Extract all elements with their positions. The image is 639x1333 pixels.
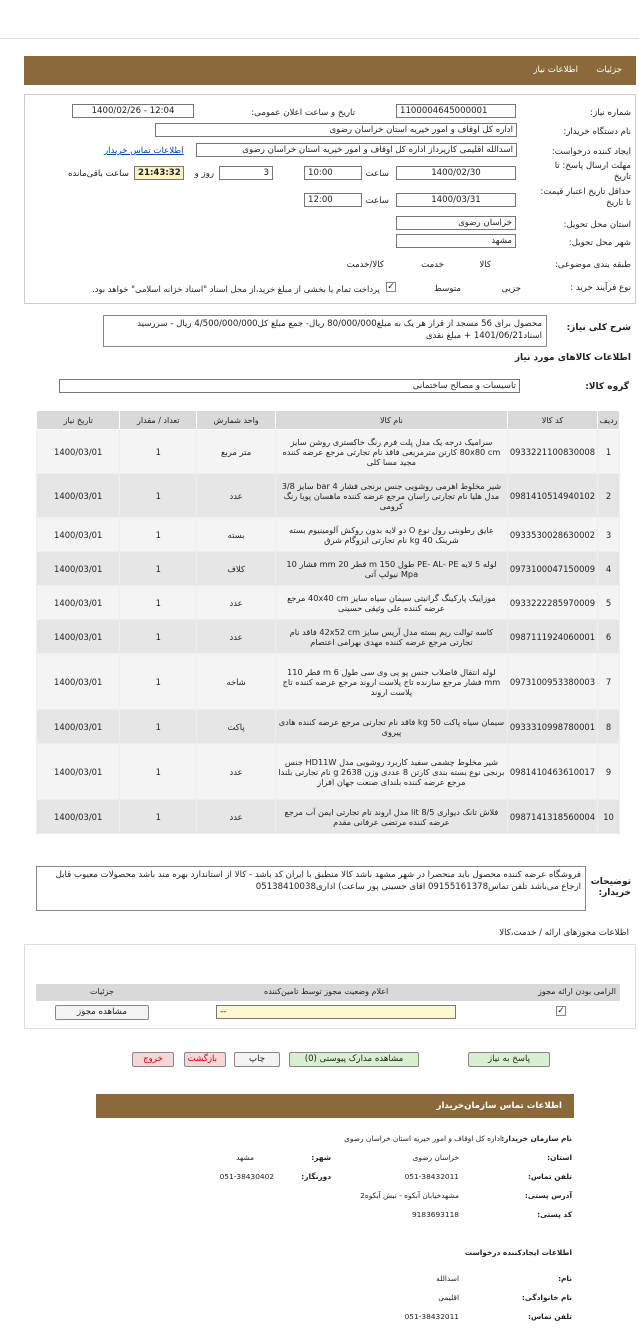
cell-date: 1400/03/01 xyxy=(37,620,120,654)
cell-date: 1400/03/01 xyxy=(37,744,120,800)
top-tab-bar xyxy=(24,56,636,85)
cell-qty: 1 xyxy=(120,430,197,474)
process-partial-label: جزیی xyxy=(501,284,521,294)
cell-code: 0933221100830008 xyxy=(507,430,597,474)
contact-phone: 051-38432011 xyxy=(404,1172,459,1181)
creator-family: اقلیمی xyxy=(438,1293,459,1302)
cell-name: سرامیک درجه یک مدل پلت فرم رنگ خاکستری روشن سایز 80x80 cm کارتن مترمربعی فاقد نام تجارتی مرجع عرضه کننده مجید مسا کلی xyxy=(276,430,508,474)
contact-postal-label: کد پستی: xyxy=(537,1210,572,1219)
buyer-notes-text: فروشگاه عرضه کننده محصول باید منحصرا در شهر مشهد باشد کالا منطبق با ایران کد باشد - کالا از استاندارد بهره مند باشد محصولات معیوب قابل ارجاع می‌باشد تلفن تماس09155161378 اقای حسینی پور ساعت) اداری05138410038 xyxy=(36,866,586,911)
buyer-contact-link[interactable]: اطلاعات تماس خریدار xyxy=(104,146,184,156)
creator-family-label: نام خانوادگی: xyxy=(521,1293,572,1302)
reply-button[interactable]: پاسخ به نیاز xyxy=(468,1052,550,1067)
cell-row: 7 xyxy=(598,654,620,710)
cell-qty: 1 xyxy=(120,552,197,586)
buyer-org-label: نام دستگاه خریدار: xyxy=(563,127,631,137)
table-row xyxy=(37,586,620,620)
contact-info xyxy=(96,1126,574,1326)
cell-date: 1400/03/01 xyxy=(37,474,120,518)
cell-date: 1400/03/01 xyxy=(37,430,120,474)
cell-unit: عدد xyxy=(197,744,276,800)
items-table-wrap xyxy=(36,410,620,834)
cell-code: 0987141318560004 xyxy=(507,800,597,834)
creator-field: اسدالله اقلیمی کارپرداز اداره کل اوقاف و امور خیریه استان خراسان رضوی xyxy=(196,143,517,157)
category-service-label: خدمت xyxy=(421,260,444,270)
cell-unit: بسته xyxy=(197,518,276,552)
deadline-date-field: 1400/02/30 xyxy=(396,166,516,180)
cell-code: 0987111924060001 xyxy=(507,620,597,654)
cell-qty: 1 xyxy=(120,744,197,800)
cell-name: شیر مخلوط اهرمی روشویی جنس برنجی فشار 4 bar سایز 3/8 مدل هلیا نام تجارتی راسان مرجع عرضه کننده ماهسان پویا رنگ کرومی xyxy=(276,474,508,518)
validity-date-field: 1400/03/31 xyxy=(396,193,516,207)
items-header-row xyxy=(37,411,620,430)
cell-unit: پاکت xyxy=(197,710,276,744)
goods-group-field: تاسیسات و مصالح ساختمانی xyxy=(59,379,520,393)
cell-name: کاسه توالت ریم بسته مدل آریس سایز 42x52 cm فاقد نام تجارتی مرجع عرضه کننده مهدی بهرامی اعتصام xyxy=(276,620,508,654)
contact-address-label: آدرس پستی: xyxy=(524,1191,572,1200)
contact-header xyxy=(96,1094,574,1118)
deadline-label: مهلت ارسال پاسخ: تا تاریخ xyxy=(554,161,631,182)
cell-unit: عدد xyxy=(197,800,276,834)
cell-unit: کلاف xyxy=(197,552,276,586)
permits-col-required: الزامی بودن ارائه مجوز xyxy=(538,987,616,996)
table-row xyxy=(37,552,620,586)
cell-row: 5 xyxy=(598,586,620,620)
view-permit-button[interactable]: مشاهده مجوز xyxy=(55,1005,149,1020)
permits-table xyxy=(36,984,620,1022)
contact-city-label: شهر: xyxy=(311,1153,331,1162)
deadline-time-field: 10:00 xyxy=(304,166,362,180)
cell-date: 1400/03/01 xyxy=(37,800,120,834)
cell-row: 1 xyxy=(598,430,620,474)
contact-city: مشهد xyxy=(236,1153,254,1162)
payment-note: پرداخت تمام یا بخشی از مبلغ خرید،از محل اسناد "اسناد خزانه اسلامی" خواهد بود. xyxy=(92,284,380,294)
cell-unit: شاخه xyxy=(197,654,276,710)
cell-unit: عدد xyxy=(197,474,276,518)
payment-checkbox[interactable]: ✓ xyxy=(387,282,395,292)
cell-unit: عدد xyxy=(197,586,276,620)
creator-phone-label: تلفن تماس: xyxy=(528,1312,572,1321)
tab-details[interactable]: جزئیات xyxy=(596,65,622,75)
table-row xyxy=(37,744,620,800)
cell-name: سیمان سیاه پاکت 50 kg فاقد نام تجارتی مرجع عرضه کننده هادی پیروی xyxy=(276,710,508,744)
remaining-time-field: 21:43:32 xyxy=(134,166,184,180)
cell-unit: متر مربع xyxy=(197,430,276,474)
need-number-label: شماره نیاز: xyxy=(590,108,631,118)
category-goods-service-label: کالا/خدمت xyxy=(346,260,384,270)
days-field: 3 xyxy=(219,166,273,180)
buyer-notes-label: توضیحات خریدار: xyxy=(590,877,631,898)
permit-status-field[interactable]: -- xyxy=(216,1005,456,1019)
col-code: کد کالا xyxy=(507,411,597,430)
cell-code: 0933530028630002 xyxy=(507,518,597,552)
city-label: شهر محل تحویل: xyxy=(568,238,631,248)
cell-qty: 1 xyxy=(120,474,197,518)
cell-qty: 1 xyxy=(120,518,197,552)
creator-info-title: اطلاعات ایجادکننده درخواست xyxy=(464,1248,572,1257)
permit-required-checkbox: ✓ xyxy=(557,1006,565,1016)
cell-qty: 1 xyxy=(120,800,197,834)
cell-name: لوله 5 لایه PE- AL- PE طول 150 m قطر 20 mm فشار 10 Mpa نیولپ آتی xyxy=(276,552,508,586)
permits-title: اطلاعات مجوزهای ارائه / خدمت،کالا xyxy=(499,928,629,938)
table-row xyxy=(37,620,620,654)
contact-org: اداره کل اوقاف و امور خیریه استان خراسان رضوی xyxy=(344,1134,502,1143)
cell-date: 1400/03/01 xyxy=(37,586,120,620)
category-goods-label: کالا xyxy=(479,260,491,270)
cell-qty: 1 xyxy=(120,586,197,620)
back-button[interactable]: بازگشت xyxy=(184,1052,226,1067)
contact-postal: 9183693118 xyxy=(411,1210,459,1219)
deadline-time-label: ساعت xyxy=(365,169,389,179)
announce-label: تاریخ و ساعت اعلان عمومی: xyxy=(251,108,355,118)
col-name: نام کالا xyxy=(276,411,508,430)
cell-code: 0933222285970009 xyxy=(507,586,597,620)
announce-field: 1400/02/26 - 12:04 xyxy=(72,104,194,118)
creator-name: اسدالله xyxy=(436,1274,459,1283)
cell-code: 0981410463610017 xyxy=(507,744,597,800)
cell-row: 10 xyxy=(598,800,620,834)
table-row xyxy=(37,654,620,710)
cell-name: فلاش تانک دیواری 8/5 lit مدل اروند نام تجارتی ایمن آب مرجع عرضه کننده مرتضی عرفانی مقدم xyxy=(276,800,508,834)
goods-group-label: گروه کالا: xyxy=(585,382,629,392)
cell-row: 4 xyxy=(598,552,620,586)
items-table xyxy=(36,410,620,834)
cell-name: موزاییک پارکینگ گرانیتی سیمان سیاه سایز 40x40 cm مرجع عرضه کننده علی وثیقی حسینی xyxy=(276,586,508,620)
cell-row: 8 xyxy=(598,710,620,744)
cell-code: 0933310998780001 xyxy=(507,710,597,744)
cell-row: 9 xyxy=(598,744,620,800)
cell-code: 0981410514940102 xyxy=(507,474,597,518)
table-row xyxy=(37,800,620,834)
tab-need-info[interactable]: اطلاعات نیاز xyxy=(533,65,578,75)
cell-date: 1400/03/01 xyxy=(37,654,120,710)
contact-province-label: استان: xyxy=(547,1153,572,1162)
cell-code: 0973100047150009 xyxy=(507,552,597,586)
creator-phone: 051-38432011 xyxy=(404,1312,459,1321)
cell-qty: 1 xyxy=(120,710,197,744)
cell-unit: عدد xyxy=(197,620,276,654)
print-button[interactable]: چاپ xyxy=(234,1052,280,1067)
col-row: ردیف xyxy=(598,411,620,430)
contact-title: اطلاعات تماس سازمان‌خریدار xyxy=(436,1101,562,1111)
attachments-button[interactable]: مشاهده مدارک پیوستی (0) xyxy=(289,1052,419,1067)
permits-col-status: اعلام وضعیت مجوز توسط تامین‌کننده xyxy=(264,987,389,996)
col-date: تاریخ نیاز xyxy=(37,411,120,430)
col-qty: تعداد / مقدار xyxy=(120,411,197,430)
cell-name: لوله انتقال فاضلاب جنس پو پی وی سی طول 6 m قطر 110 mm فشار مرجع سازنده تاج پلاست اروند مرجع عرضه کننده تاج پلاست اروند xyxy=(276,654,508,710)
need-number-field: 1100004645000001 xyxy=(396,104,516,118)
remaining-label: ساعت باقی‌مانده xyxy=(67,169,129,179)
table-row xyxy=(37,474,620,518)
col-unit: واحد شمارش xyxy=(197,411,276,430)
table-row xyxy=(37,518,620,552)
contact-fax: 051-38430402 xyxy=(219,1172,274,1181)
province-field: خراسان رضوی xyxy=(396,216,516,230)
summary-text: محصول برای 56 مسجد از قرار هر یک به مبلغ80/000/000 ریال- جمع مبلغ کل4/500/000/000 ریال - سررسید اسناد1401/06/21 + مبلغ نقدی xyxy=(103,315,547,347)
buyer-org-field: اداره کل اوقاف و امور خیریه استان خراسان رضوی xyxy=(155,123,517,137)
province-label: استان محل تحویل: xyxy=(563,220,631,230)
cell-row: 2 xyxy=(598,474,620,518)
validity-label: حداقل تاریخ اعتبار قیمت: تا تاریخ xyxy=(540,187,631,208)
contact-fax-label: دورنگار: xyxy=(301,1172,331,1181)
city-field: مشهد xyxy=(396,234,516,248)
exit-button[interactable]: خروج xyxy=(132,1052,174,1067)
table-row xyxy=(37,430,620,474)
cell-row: 3 xyxy=(598,518,620,552)
cell-row: 6 xyxy=(598,620,620,654)
permits-col-details: جزئیات xyxy=(90,987,114,996)
contact-address: مشهدخیابان آبکوه - نبش آبکوه2 xyxy=(360,1191,459,1200)
cell-name: شیر مخلوط چشمی سفید کاربرد روشویی مدل HD11W جنس برنجی نوع بسته بندی کارتن 8 عددی وزن 2638 g نام تجارتی بلندا مرجع عرضه کننده بلندای صنعت جهان افراز xyxy=(276,744,508,800)
creator-name-label: نام: xyxy=(558,1274,572,1283)
cell-name: عایق رطوبتی رول نوع O دو لایه بدون روکش آلومینیوم بسته شرینک 40 kg نام تجارتی ایزوگام شرق xyxy=(276,518,508,552)
goods-info-title: اطلاعات کالاهای مورد نیاز xyxy=(514,353,631,363)
cell-qty: 1 xyxy=(120,654,197,710)
cell-date: 1400/03/01 xyxy=(37,518,120,552)
cell-code: 0973100953380003 xyxy=(507,654,597,710)
validity-time-field: 12:00 xyxy=(304,193,362,207)
contact-province: خراسان رضوی xyxy=(412,1153,459,1162)
process-medium-label: متوسط xyxy=(434,284,461,294)
table-row xyxy=(37,710,620,744)
process-label: نوع فرآیند خرید : xyxy=(570,283,631,293)
contact-phone-label: تلفن تماس: xyxy=(528,1172,572,1181)
category-label: طبقه بندی موضوعی: xyxy=(554,260,631,270)
days-label: روز و xyxy=(194,169,214,179)
contact-org-label: نام سازمان خریدار: xyxy=(501,1134,572,1143)
validity-time-label: ساعت xyxy=(365,196,389,206)
cell-date: 1400/03/01 xyxy=(37,552,120,586)
top-rule xyxy=(0,38,639,39)
cell-date: 1400/03/01 xyxy=(37,710,120,744)
creator-label: ایجاد کننده درخواست: xyxy=(551,147,631,157)
summary-label: شرح کلی نیاز: xyxy=(566,323,631,333)
cell-qty: 1 xyxy=(120,620,197,654)
